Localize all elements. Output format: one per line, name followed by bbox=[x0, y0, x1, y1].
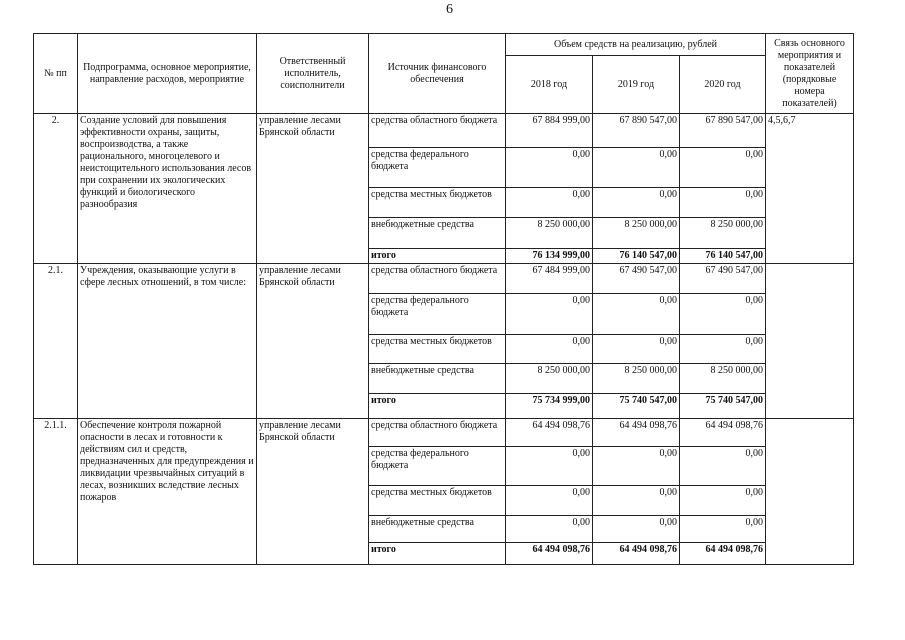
value-2019: 0,00 bbox=[593, 516, 680, 543]
value-2020: 64 494 098,76 bbox=[680, 543, 766, 565]
source-cell: внебюджетные средства bbox=[369, 218, 506, 249]
value-2019: 0,00 bbox=[593, 486, 680, 516]
value-2018: 75 734 999,00 bbox=[506, 394, 593, 419]
source-cell: итого bbox=[369, 249, 506, 264]
source-cell: средства областного бюджета bbox=[369, 114, 506, 148]
value-2019: 67 490 547,00 bbox=[593, 264, 680, 294]
executor: управление лесами Брянской области bbox=[257, 264, 369, 419]
value-2018: 0,00 bbox=[506, 188, 593, 218]
value-2020: 0,00 bbox=[680, 447, 766, 486]
value-2020: 0,00 bbox=[680, 188, 766, 218]
executor: управление лесами Брянской области bbox=[257, 419, 369, 565]
value-2018: 0,00 bbox=[506, 447, 593, 486]
value-2019: 8 250 000,00 bbox=[593, 364, 680, 394]
program-name: Создание условий для повышения эффективности охраны, защиты, воспроизводства, а также рационального, многоцелевого и неистощительного использования лесов при сохранении их экологических функций и биологического разнообразия bbox=[78, 114, 257, 264]
value-2018: 8 250 000,00 bbox=[506, 364, 593, 394]
header-volume: Объем средств на реализацию, рублей bbox=[506, 34, 766, 56]
value-2018: 0,00 bbox=[506, 335, 593, 364]
header-program: Подпрограмма, основное мероприятие, направление расходов, мероприятие bbox=[78, 34, 257, 114]
value-2018: 64 494 098,76 bbox=[506, 543, 593, 565]
source-cell: внебюджетные средства bbox=[369, 364, 506, 394]
header-source: Источник финансового обеспечения bbox=[369, 34, 506, 114]
source-cell: средства местных бюджетов bbox=[369, 486, 506, 516]
value-2019: 8 250 000,00 bbox=[593, 218, 680, 249]
value-2020: 64 494 098,76 bbox=[680, 419, 766, 447]
table-row bbox=[34, 264, 854, 294]
source-cell: средства местных бюджетов bbox=[369, 335, 506, 364]
value-2018: 64 494 098,76 bbox=[506, 419, 593, 447]
header-2020: 2020 год bbox=[680, 56, 766, 114]
table-row bbox=[34, 114, 854, 148]
executor: управление лесами Брянской области bbox=[257, 114, 369, 264]
value-2019: 67 890 547,00 bbox=[593, 114, 680, 148]
header-num: № пп bbox=[34, 34, 78, 114]
value-2020: 67 490 547,00 bbox=[680, 264, 766, 294]
source-cell: внебюджетные средства bbox=[369, 516, 506, 543]
value-2020: 75 740 547,00 bbox=[680, 394, 766, 419]
source-cell: средства областного бюджета bbox=[369, 264, 506, 294]
value-2019: 76 140 547,00 bbox=[593, 249, 680, 264]
page-number: 6 bbox=[446, 2, 453, 17]
header-2019: 2019 год bbox=[593, 56, 680, 114]
row-number: 2.1.1. bbox=[34, 419, 78, 565]
value-2019: 0,00 bbox=[593, 447, 680, 486]
row-number: 2. bbox=[34, 114, 78, 264]
source-cell: средства федерального бюджета bbox=[369, 294, 506, 335]
value-2020: 8 250 000,00 bbox=[680, 364, 766, 394]
source-cell: средства федерального бюджета bbox=[369, 447, 506, 486]
value-2020: 76 140 547,00 bbox=[680, 249, 766, 264]
value-2018: 0,00 bbox=[506, 516, 593, 543]
budget-table bbox=[33, 33, 854, 565]
value-2018: 0,00 bbox=[506, 486, 593, 516]
header-link: Связь основного мероприятия и показателей (порядковые номера показателей) bbox=[766, 34, 854, 114]
header-executor: Ответственный исполнитель, соисполнители bbox=[257, 34, 369, 114]
program-name: Обеспечение контроля пожарной опасности в лесах и готовности к действиям сил и средств, предназначенных для предупреждения и ликвидации чрезвычайных ситуаций в лесах, возникших вследствие лесных пожаров bbox=[78, 419, 257, 565]
value-2018: 0,00 bbox=[506, 148, 593, 188]
source-cell: итого bbox=[369, 394, 506, 419]
value-2020: 0,00 bbox=[680, 516, 766, 543]
value-2018: 8 250 000,00 bbox=[506, 218, 593, 249]
value-2019: 0,00 bbox=[593, 188, 680, 218]
value-2020: 0,00 bbox=[680, 335, 766, 364]
source-cell: средства федерального бюджета bbox=[369, 148, 506, 188]
value-2020: 0,00 bbox=[680, 294, 766, 335]
value-2019: 64 494 098,76 bbox=[593, 543, 680, 565]
row-number: 2.1. bbox=[34, 264, 78, 419]
indicator-link: 4,5,6,7 bbox=[766, 114, 854, 264]
value-2018: 0,00 bbox=[506, 294, 593, 335]
value-2018: 76 134 999,00 bbox=[506, 249, 593, 264]
value-2019: 0,00 bbox=[593, 294, 680, 335]
value-2019: 75 740 547,00 bbox=[593, 394, 680, 419]
indicator-link bbox=[766, 264, 854, 419]
program-name: Учреждения, оказывающие услуги в сфере лесных отношений, в том числе: bbox=[78, 264, 257, 419]
source-cell: средства местных бюджетов bbox=[369, 188, 506, 218]
header-2018: 2018 год bbox=[506, 56, 593, 114]
value-2020: 0,00 bbox=[680, 148, 766, 188]
value-2019: 64 494 098,76 bbox=[593, 419, 680, 447]
source-cell: итого bbox=[369, 543, 506, 565]
value-2019: 0,00 bbox=[593, 148, 680, 188]
value-2018: 67 884 999,00 bbox=[506, 114, 593, 148]
value-2019: 0,00 bbox=[593, 335, 680, 364]
value-2020: 8 250 000,00 bbox=[680, 218, 766, 249]
table-row bbox=[34, 419, 854, 447]
value-2020: 67 890 547,00 bbox=[680, 114, 766, 148]
value-2020: 0,00 bbox=[680, 486, 766, 516]
source-cell: средства областного бюджета bbox=[369, 419, 506, 447]
indicator-link bbox=[766, 419, 854, 565]
value-2018: 67 484 999,00 bbox=[506, 264, 593, 294]
